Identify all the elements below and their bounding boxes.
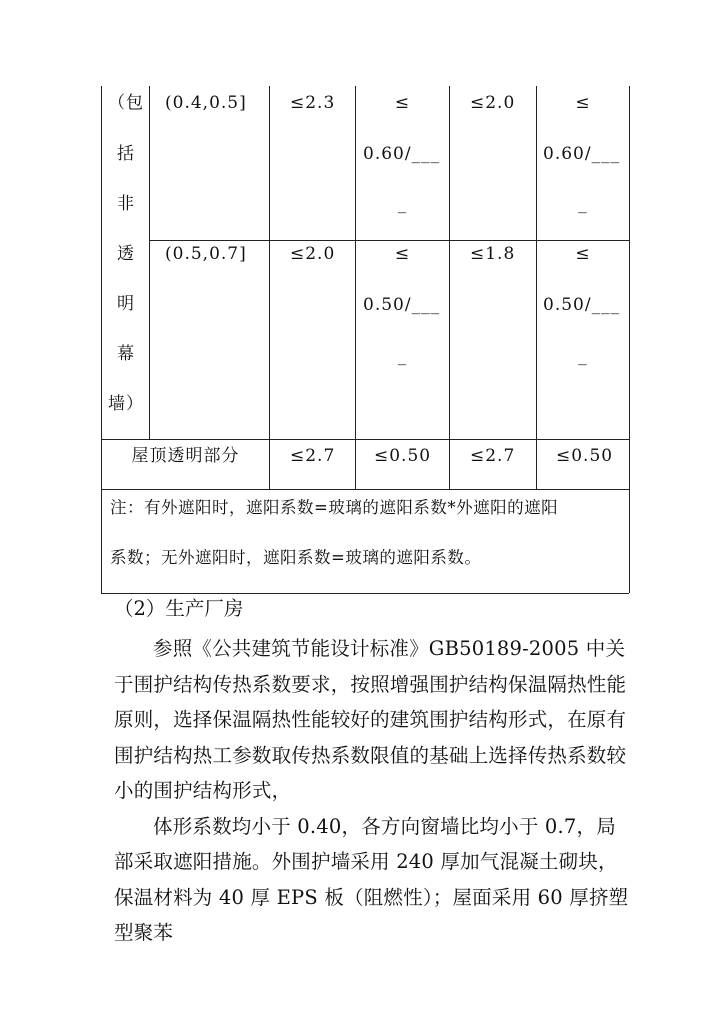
category-char: 非 [117,194,135,214]
table-col-divider [355,86,356,489]
shading-coefficient: ≤ [575,244,591,264]
shading-coefficient: 0.50/___ [363,295,441,315]
ratio-range: (0.4,0.5] [165,93,247,113]
heat-transfer-limit: ≤1.8 [470,244,516,264]
table-col-divider [149,86,150,439]
table-row-divider [101,439,629,440]
category-char: （包 [108,93,144,113]
shading-coefficient: ≤0.50 [374,446,432,466]
heat-transfer-limit: ≤2.0 [290,244,336,264]
heat-transfer-limit: ≤2.0 [470,93,516,113]
category-char: 括 [117,144,135,164]
table-col-divider [536,86,537,489]
category-char: 墙） [108,394,144,414]
paragraph: 参照《公共建筑节能设计标准》GB50189-2005 中关于围护结构传热系数要求，按照增强围护结构保温隔热性能原则，选择保温隔热性能较好的建筑围护结构形式，在原有围护结构热工参数取传热系数限值的基础上选择传热系数较小的围护结构形式， [114,637,627,802]
section-heading: （2）生产厂房 [114,597,244,620]
table-note: 系数；无外遮阳时，遮阳系数=玻璃的遮阳系数。 [110,548,482,567]
category-char: 明 [117,294,135,314]
shading-coefficient: ≤ [394,93,411,113]
shading-coefficient: ≤ [575,93,591,113]
roof-transparent-label: 屋顶透明部分 [131,446,240,466]
shading-coefficient: ≤0.50 [556,446,614,466]
shading-coefficient: _ [578,346,588,366]
shading-coefficient: _ [397,346,408,366]
table-row-divider [149,240,629,241]
heat-transfer-limit: ≤2.7 [470,446,516,466]
shading-coefficient: 0.50/___ [543,295,621,315]
table-row-divider [101,489,629,490]
heat-transfer-limit: ≤2.7 [290,446,336,466]
table-border-bottom [101,593,629,594]
body-text [114,631,634,951]
ratio-range: (0.5,0.7] [165,244,247,264]
table-border-left [101,86,102,593]
heat-transfer-limit: ≤2.3 [290,93,336,113]
shading-coefficient: 0.60/___ [363,144,441,164]
table-col-divider [449,86,450,489]
table-col-divider [269,86,270,489]
category-char: 幕 [117,344,135,364]
shading-coefficient: _ [397,194,408,214]
shading-coefficient: 0.60/___ [543,144,621,164]
paragraph: 体形系数均小于 0.40，各方向窗墙比均小于 0.7，局部采取遮阳措施。外围护墙采用 240 厚加气混凝土砌块，保温材料为 40 厚 EPS 板（阻燃性）；屋面采用 60 厚挤塑型聚苯 [114,814,629,944]
category-char: 透 [117,244,135,264]
table-note: 注：有外遮阳时，遮阳系数=玻璃的遮阳系数*外遮阳的遮阳 [110,498,559,517]
shading-coefficient: _ [578,194,588,214]
shading-coefficient: ≤ [394,244,411,264]
table-border-right [629,86,630,593]
